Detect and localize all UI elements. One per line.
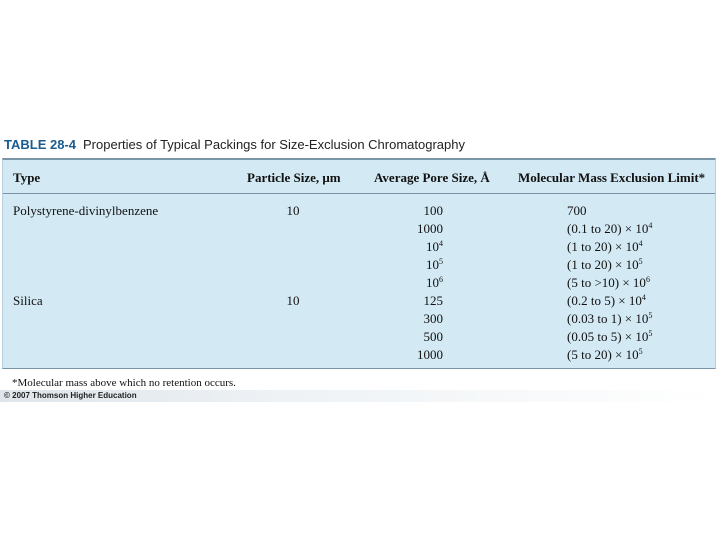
header-mass-limit: Molecular Mass Exclusion Limit* <box>518 170 706 185</box>
cell-mass-limit: (1 to $20) \times 10^5$ <box>567 257 643 272</box>
table-header-row <box>3 160 715 194</box>
cell-mass-limit: (1 to $20) \times 10^4$ <box>567 239 643 254</box>
cell-particle-size: 10 <box>286 203 300 218</box>
table-row <box>3 311 715 329</box>
cell-pore-size: 125 <box>423 293 443 308</box>
cell-pore-size: $10^4$ <box>426 239 443 254</box>
cell-pore-size: $10^5$ <box>426 257 443 272</box>
cell-mass-limit: (5 to $20) \times 10^5$ <box>567 347 643 362</box>
header-type: Type <box>13 170 41 185</box>
table-row <box>3 239 715 257</box>
table-number: TABLE 28-4 <box>4 137 76 152</box>
data-table <box>2 158 716 369</box>
cell-mass-limit: (0.05 to $5) \times 10^5$ <box>567 329 653 344</box>
table-row <box>3 329 715 347</box>
table-footnote: *Molecular mass above which no retention occurs. <box>12 377 236 389</box>
copyright-notice: © 2007 Thomson Higher Education <box>4 391 137 400</box>
table-row <box>3 221 715 239</box>
cell-type: Silica <box>13 293 43 308</box>
header-pore-size: Average Pore Size, Å <box>374 170 490 185</box>
table-title: Properties of Typical Packings for Size-Exclusion Chromatography <box>83 137 465 152</box>
cell-type: Polystyrene-divinylbenzene <box>13 203 159 218</box>
cell-pore-size: 1000 <box>417 221 443 236</box>
cell-mass-limit: (0.03 to $1) \times 10^5$ <box>567 311 653 326</box>
table-row <box>3 203 715 221</box>
table-row <box>3 257 715 275</box>
cell-pore-size: 1000 <box>417 347 443 362</box>
table-row <box>3 293 715 311</box>
cell-mass-limit: (0.2 to $5) \times 10^4$ <box>567 293 646 308</box>
cell-mass-limit: (0.1 to $20) \times 10^4$ <box>567 221 653 236</box>
header-particle-size: Particle Size, μm <box>247 170 341 185</box>
table-row <box>3 275 715 293</box>
cell-pore-size: $10^6$ <box>426 275 443 290</box>
table-row <box>3 347 715 365</box>
cell-mass-limit: 700 <box>567 203 587 218</box>
table-caption <box>4 137 716 152</box>
cell-mass-limit: (5 to $>10) \times 10^6$ <box>567 275 650 290</box>
cell-pore-size: 500 <box>423 329 443 344</box>
cell-particle-size: 10 <box>286 293 300 308</box>
cell-pore-size: 300 <box>423 311 443 326</box>
cell-pore-size: 100 <box>423 203 443 218</box>
